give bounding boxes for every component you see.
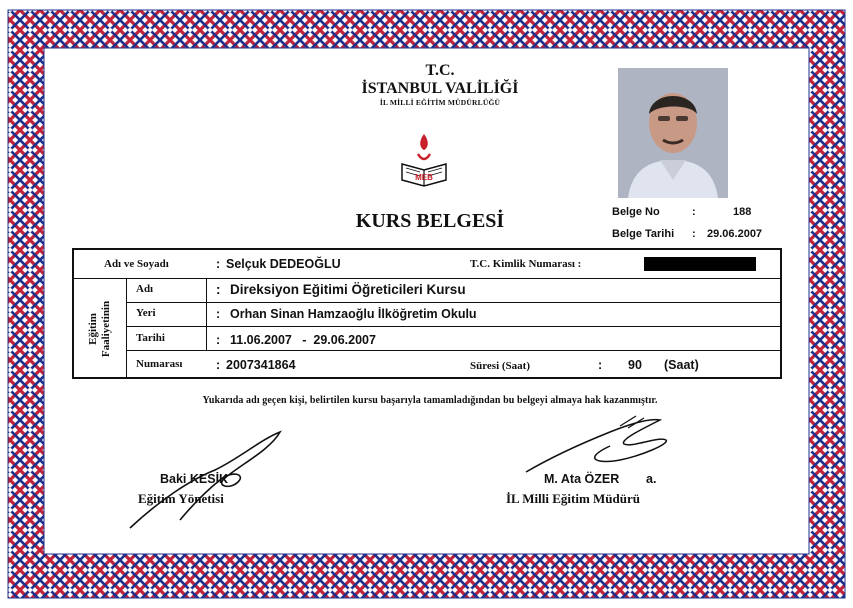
certificate-date-value: 29.06.2007 <box>707 228 763 240</box>
holder-photo <box>618 68 728 198</box>
divider <box>126 302 782 303</box>
certificate-date-label: Belge Tarihi <box>612 228 675 240</box>
activity-date-label: Tarihi <box>136 332 165 344</box>
activity-number-label: Numarası <box>136 358 183 370</box>
activity-name-value: Direksiyon Eğitimi Öğreticileri Kursu <box>230 282 466 297</box>
section-label-2: Faaliyetinin <box>100 300 112 357</box>
left-signatory-name: Baki KESİK <box>160 472 229 486</box>
colon: : <box>598 358 603 372</box>
divider <box>126 326 782 327</box>
details-table <box>72 248 782 379</box>
duration-value: 90 <box>628 358 642 372</box>
document-title: KURS BELGESİ <box>355 210 505 232</box>
header-tc: T.C. <box>425 62 455 79</box>
activity-date-value: 11.06.2007 - 29.06.2007 <box>230 333 376 347</box>
section-label-1: Eğitim <box>87 312 99 345</box>
id-label: T.C. Kimlik Numarası : <box>470 258 582 270</box>
colon: : <box>216 333 221 347</box>
activity-section-label <box>74 278 127 379</box>
person-silhouette-icon <box>618 68 728 198</box>
header-directorate: İL MİLLİ EĞİTİM MÜDÜRLÜĞÜ <box>379 98 501 107</box>
logo-text: MEB <box>415 173 433 182</box>
name-value: Selçuk DEDEOĞLU <box>226 257 341 271</box>
activity-number-value: 2007341864 <box>226 358 296 372</box>
left-signatory-title: Eğitim Yönetisi <box>138 491 224 506</box>
meb-logo <box>398 130 450 190</box>
name-row <box>74 250 780 279</box>
right-signatory-suffix: a. <box>646 472 657 486</box>
colon: : <box>216 307 221 321</box>
colon: : <box>216 358 221 372</box>
name-label: Adı ve Soyadı <box>104 258 169 270</box>
colon: : <box>692 228 696 240</box>
right-signatory-name: M. Ata ÖZER <box>544 472 620 486</box>
certificate-no-value: 188 <box>733 206 752 218</box>
header-governorship: İSTANBUL VALİLİĞİ <box>361 80 519 97</box>
duration-label: Süresi (Saat) <box>470 360 530 372</box>
completion-note: Yukarıda adı geçen kişi, belirtilen kursu başarıyla tamamladığından bu belgeyi almaya hak kazanmıştır. <box>202 395 658 406</box>
right-signatory-title: İL Milli Eğitim Müdürü <box>506 491 640 506</box>
duration-unit: (Saat) <box>664 358 699 372</box>
colon: : <box>216 257 221 271</box>
redacted-id <box>644 257 756 271</box>
activity-name-label: Adı <box>136 283 154 295</box>
activity-place-label: Yeri <box>136 307 156 319</box>
colon: : <box>216 282 221 297</box>
certificate-no-label: Belge No <box>612 206 660 218</box>
divider <box>126 350 782 351</box>
right-signature-mark <box>520 410 680 480</box>
activity-place-value: Orhan Sinan Hamzaoğlu İlköğretim Okulu <box>230 307 477 321</box>
colon: : <box>692 206 696 218</box>
